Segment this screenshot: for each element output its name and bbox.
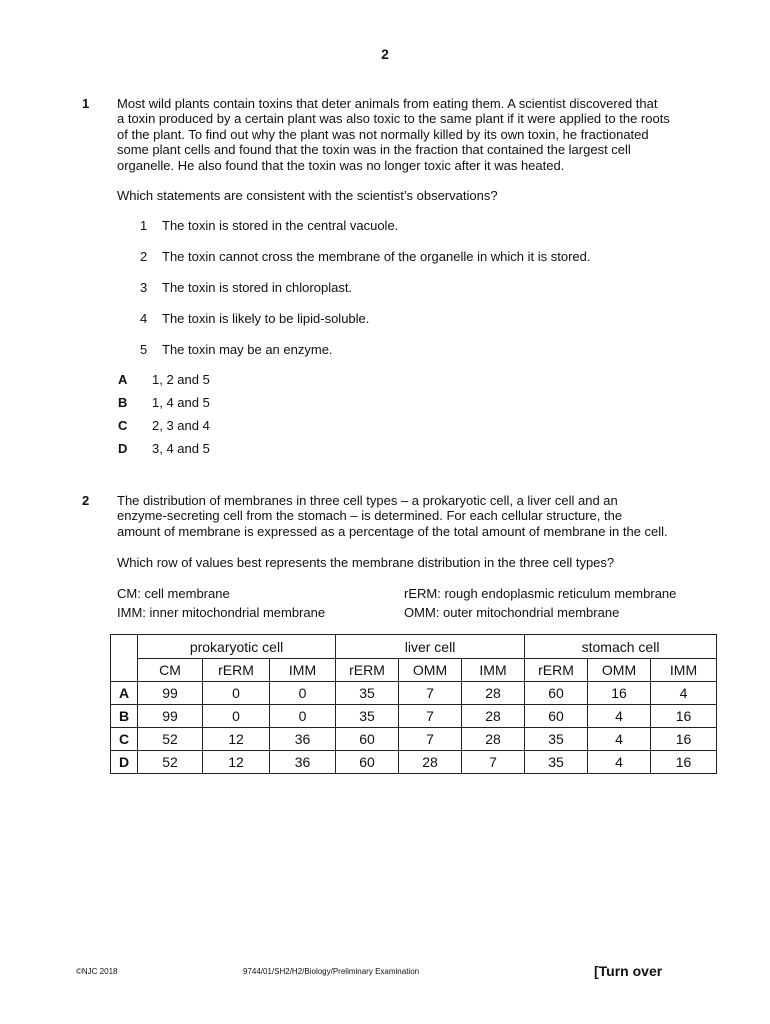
stem-line: enzyme-secreting cell from the stomach – is determined. For each cellular structure, the xyxy=(117,508,623,524)
abbreviation-omm: OMM: outer mitochondrial membrane xyxy=(404,605,620,620)
table-cell: 12 xyxy=(203,728,270,751)
table-cell: 28 xyxy=(462,682,525,705)
membrane-distribution-table xyxy=(110,634,717,774)
answer-option-d[interactable]: D 3, 4 and 5 xyxy=(118,441,210,456)
table-cell: 99 xyxy=(138,682,203,705)
page-number: 2 xyxy=(381,46,389,62)
question-1-number: 1 xyxy=(82,96,90,111)
table-cell: 12 xyxy=(203,751,270,774)
statement: 3 The toxin is stored in chloroplast. xyxy=(140,280,353,295)
table-cell: 99 xyxy=(138,705,203,728)
table-cell: 7 xyxy=(462,751,525,774)
stem-line: organelle. He also found that the toxin was no longer toxic after it was heated. xyxy=(117,157,565,173)
group-header: stomach cell xyxy=(525,635,717,659)
column-header: CM xyxy=(138,659,203,682)
footer-paper-code: 9744/01/SH2/H2/Biology/Preliminary Examination xyxy=(243,967,420,976)
column-header: IMM xyxy=(651,659,717,682)
answer-option-c[interactable]: C 2, 3 and 4 xyxy=(118,418,210,433)
answer-option-a[interactable]: A 1, 2 and 5 xyxy=(118,372,210,387)
abbreviation-rerm: rERM: rough endoplasmic reticulum membrane xyxy=(404,586,677,601)
table-cell: 35 xyxy=(525,728,588,751)
table-cell: 52 xyxy=(138,728,203,751)
abbreviation-imm: IMM: inner mitochondrial membrane xyxy=(117,605,326,620)
question-2-prompt: Which row of values best represents the membrane distribution in the three cell types? xyxy=(117,555,615,570)
table-row xyxy=(111,728,717,751)
table-cell: 35 xyxy=(336,682,399,705)
stem-line: a toxin produced by a certain plant was also toxic to the same plant if it were applied to the roots xyxy=(117,111,670,127)
column-header: IMM xyxy=(270,659,336,682)
table-cell: 60 xyxy=(525,705,588,728)
table-cell: 0 xyxy=(270,705,336,728)
statement: 1 The toxin is stored in the central vacuole. xyxy=(140,218,399,233)
table-cell: 36 xyxy=(270,751,336,774)
abbreviation-cm: CM: cell membrane xyxy=(117,586,230,601)
table-cell: 16 xyxy=(588,682,651,705)
group-header: liver cell xyxy=(336,635,525,659)
question-1-stem xyxy=(117,96,710,173)
stem-line: of the plant. To find out why the plant was not normally killed by its own toxin, he fractionated xyxy=(117,126,649,142)
table-cell: 7 xyxy=(399,705,462,728)
table-cell: 60 xyxy=(336,728,399,751)
row-label: B xyxy=(111,705,138,728)
row-label: A xyxy=(111,682,138,705)
row-label: D xyxy=(111,751,138,774)
table-cell: 28 xyxy=(399,751,462,774)
table-cell: 4 xyxy=(588,728,651,751)
table-cell: 35 xyxy=(336,705,399,728)
corner-cell xyxy=(111,635,138,682)
table-cell: 7 xyxy=(399,682,462,705)
column-header: OMM xyxy=(399,659,462,682)
table-cell: 4 xyxy=(588,751,651,774)
group-header-row xyxy=(111,635,717,659)
column-header: rERM xyxy=(525,659,588,682)
stem-line: Most wild plants contain toxins that deter animals from eating them. A scientist discovered that xyxy=(117,96,658,111)
column-header: OMM xyxy=(588,659,651,682)
table-cell: 0 xyxy=(203,705,270,728)
footer-copyright: ©NJC 2018 xyxy=(76,967,118,976)
turn-over-label: [Turn over xyxy=(594,963,663,979)
table-cell: 0 xyxy=(203,682,270,705)
table-cell: 52 xyxy=(138,751,203,774)
table-cell: 7 xyxy=(399,728,462,751)
table-row xyxy=(111,705,717,728)
table-cell: 16 xyxy=(651,728,717,751)
column-header-row xyxy=(111,659,717,682)
table-cell: 0 xyxy=(270,682,336,705)
column-header: rERM xyxy=(203,659,270,682)
group-header: prokaryotic cell xyxy=(138,635,336,659)
question-2-stem xyxy=(117,493,710,539)
stem-line: some plant cells and found that the toxin was in the fraction that contained the largest cell xyxy=(117,142,631,158)
table-row xyxy=(111,682,717,705)
table-cell: 35 xyxy=(525,751,588,774)
answer-option-b[interactable]: B 1, 4 and 5 xyxy=(118,395,210,410)
question-1-prompt: Which statements are consistent with the scientist’s observations? xyxy=(117,188,498,203)
stem-line: amount of membrane is expressed as a percentage of the total amount of membrane in the cell. xyxy=(117,523,668,539)
statement: 4 The toxin is likely to be lipid-soluble. xyxy=(140,311,370,326)
column-header: rERM xyxy=(336,659,399,682)
table-cell: 36 xyxy=(270,728,336,751)
table-cell: 60 xyxy=(525,682,588,705)
table-cell: 16 xyxy=(651,705,717,728)
table-cell: 4 xyxy=(588,705,651,728)
table-cell: 16 xyxy=(651,751,717,774)
table-row xyxy=(111,751,717,774)
stem-line: The distribution of membranes in three cell types – a prokaryotic cell, a liver cell and an xyxy=(117,493,618,508)
table-cell: 60 xyxy=(336,751,399,774)
table-cell: 4 xyxy=(651,682,717,705)
column-header: IMM xyxy=(462,659,525,682)
table-cell: 28 xyxy=(462,705,525,728)
table-cell: 28 xyxy=(462,728,525,751)
statement: 2 The toxin cannot cross the membrane of the organelle in which it is stored. xyxy=(140,249,591,264)
statement: 5 The toxin may be an enzyme. xyxy=(140,342,333,357)
question-2-number: 2 xyxy=(82,493,90,508)
row-label: C xyxy=(111,728,138,751)
